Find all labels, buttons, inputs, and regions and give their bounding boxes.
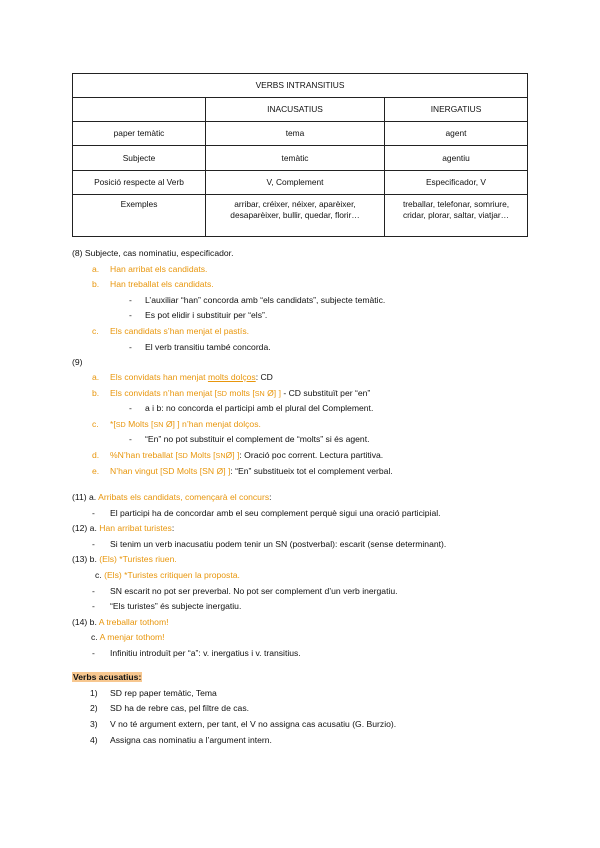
ex8-a: Han arribat els candidats. (110, 264, 208, 274)
ex9-c-bullet: “En” no pot substituir el complement de “molts” si és agent. (145, 434, 370, 444)
ex9-a-marker: a. (92, 372, 100, 382)
dash: - (92, 539, 95, 549)
ex9-d-marker: d. (92, 450, 100, 460)
table-header-inergatius: INERGATIUS (385, 98, 528, 122)
ex9-a: Els convidats han menjat molts dolços: CD (110, 372, 273, 382)
ex13-bullet-2: “Els turistes” és subjecte inergatiu. (110, 601, 242, 611)
table-cell: V, Complement (206, 171, 385, 195)
intransitive-verbs-table (72, 73, 528, 237)
ex8-b: Han treballat els candidats. (110, 279, 214, 289)
verbs-item: Assigna cas nominatiu a l’argument intern. (110, 735, 272, 745)
ex13-b: (13) b. (Els) *Turistes riuen. (72, 554, 177, 564)
table-cell: agent (385, 122, 528, 146)
dash: - (92, 508, 95, 518)
dash: - (92, 601, 95, 611)
table-cell-examples-inac (206, 195, 385, 237)
verbs-item: SD rep paper temàtic, Tema (110, 688, 217, 698)
ex14-bullet: Infinitiu introduït per “a”: v. inergatius i v. transitius. (110, 648, 301, 658)
verbs-item-num: 4) (90, 735, 98, 745)
verbs-item: SD ha de rebre cas, pel filtre de cas. (110, 703, 250, 713)
ex13-bullet-1: SN escarit no pot ser preverbal. No pot ser complement d’un verb inergatiu. (110, 586, 398, 596)
ex8-bullet-1: L’auxiliar “han” concorda amb “els candidats”, subjecte temàtic. (145, 295, 386, 305)
dash: - (129, 310, 132, 320)
table-header-inacusatius: INACUSATIUS (206, 98, 385, 122)
dash: - (129, 295, 132, 305)
dash: - (129, 342, 132, 352)
ex14-b: (14) b. A treballar tothom! (72, 617, 169, 627)
example-line: desaparèixer, bullir, quedar, florir… (230, 210, 360, 220)
ex9-c-marker: c. (92, 419, 99, 429)
table-row-label: paper temàtic (73, 122, 206, 146)
ex9-e-marker: e. (92, 466, 100, 476)
example-line: cridar, plorar, saltar, viatjar… (402, 210, 510, 220)
example-line: arribar, créixer, néixer, aparèixer, (234, 199, 356, 209)
ex9-d: %N’han treballat [SD Molts [SNØ] ]: Oració poc corrent. Lectura partitiva. (110, 450, 384, 460)
ex9-heading: (9) (72, 357, 83, 367)
ex8-c-bullet: El verb transitiu també concorda. (145, 342, 271, 352)
ex12-bullet: Si tenim un verb inacusatiu podem tenir un SN (postverbal): escarit (sense determinant). (110, 539, 447, 549)
ex8-b-marker: b. (92, 279, 100, 289)
verbs-item-num: 1) (90, 688, 98, 698)
table-cell: Especificador, V (385, 171, 528, 195)
table-cell: tema (206, 122, 385, 146)
ex8-bullet-2: Es pot elidir i substituir per “els”. (145, 310, 268, 320)
dash: - (129, 403, 132, 413)
table-header-empty (73, 98, 206, 122)
verbs-heading: Verbs acusatius: (73, 672, 142, 682)
dash: - (129, 434, 132, 444)
ex13-c: c. (Els) *Turistes critiquen la proposta. (95, 570, 240, 580)
ex8-a-marker: a. (92, 264, 100, 274)
ex9-b: Els convidats n’han menjat [SD molts [SN Ø] ] - CD substituït per “en” (110, 388, 371, 398)
ex12: (12) a. Han arribat turistes: (72, 523, 175, 533)
ex9-e: N’han vingut [SD Molts [SN Ø] ]: “En” substitueix tot el complement verbal. (110, 466, 393, 476)
example-line: treballar, telefonar, somriure, (402, 199, 510, 209)
ex11: (11) a. Arribats els candidats, començarà el concurs: (72, 492, 272, 502)
ex14-c: c. A menjar tothom! (91, 632, 165, 642)
ex9-c: *[SD Molts [SN Ø] ] n’han menjat dolços. (110, 419, 261, 429)
table-cell-examples-inerg (385, 195, 528, 237)
verbs-item-num: 3) (90, 719, 98, 729)
ex9-b-bullet: a i b: no concorda el participi amb el plural del Complement. (145, 403, 374, 413)
table-cell: agentiu (385, 146, 528, 171)
ex8-heading: (8) Subjecte, cas nominatiu, especificador. (72, 248, 234, 258)
table-cell: temàtic (206, 146, 385, 171)
verbs-item-num: 2) (90, 703, 98, 713)
ex8-c: Els candidats s’han menjat el pastís. (110, 326, 250, 336)
verbs-item: V no té argument extern, per tant, el V no assigna cas acusatiu (G. Burzio). (110, 719, 397, 729)
ex8-c-marker: c. (92, 326, 99, 336)
table-row-label: Posició respecte al Verb (73, 171, 206, 195)
dash: - (92, 648, 95, 658)
table-title: VERBS INTRANSITIUS (73, 74, 528, 98)
table-row-label: Subjecte (73, 146, 206, 171)
dash: - (92, 586, 95, 596)
table-row-label: Exemples (73, 195, 206, 237)
ex9-b-marker: b. (92, 388, 100, 398)
ex11-bullet: El participi ha de concordar amb el seu complement perquè sigui una oració participial. (110, 508, 441, 518)
